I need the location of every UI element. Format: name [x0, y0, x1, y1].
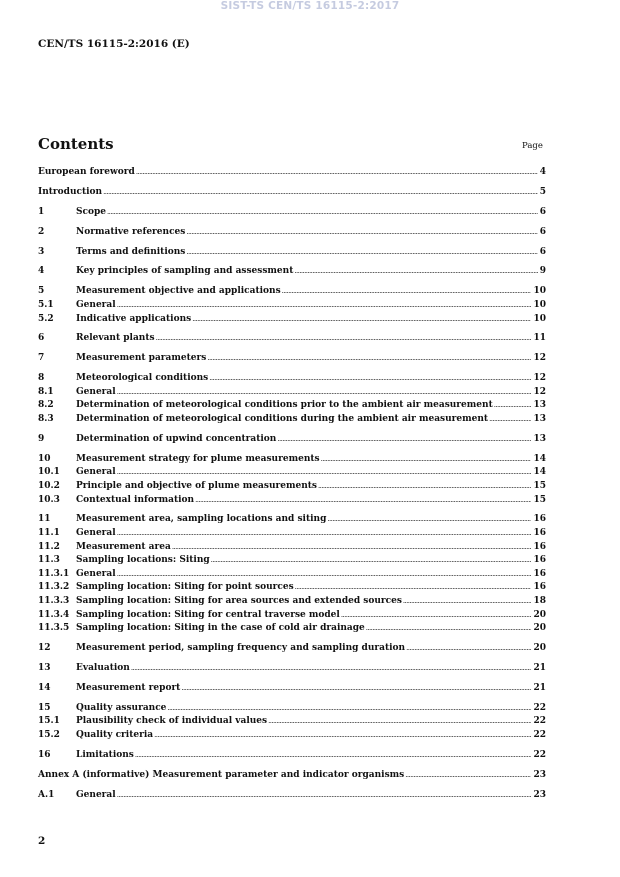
toc-entry-title: Key principles of sampling and assessment — [76, 266, 294, 277]
dot-leader — [167, 702, 531, 716]
toc-entry[interactable] — [38, 642, 546, 656]
toc-entry-number: 12 — [38, 643, 51, 654]
toc-entry-title: Measurement report — [76, 682, 181, 693]
toc-entry-number: 4 — [38, 266, 45, 277]
dot-leader — [282, 285, 532, 299]
dot-leader — [207, 352, 531, 366]
toc-entry-title: Measurement objective and applications — [76, 286, 281, 297]
toc-entry[interactable] — [38, 466, 546, 480]
toc-entry[interactable] — [38, 313, 546, 327]
dot-leader — [131, 662, 532, 676]
dot-leader — [195, 494, 531, 508]
toc-entry-number: 11.3.4 — [38, 609, 70, 620]
toc-entry[interactable] — [38, 386, 546, 400]
toc-entry[interactable] — [38, 622, 546, 636]
dot-leader — [209, 372, 531, 386]
dot-leader — [405, 769, 531, 783]
toc-entry-page: 10 — [533, 286, 546, 297]
toc-entry-title: Sampling location: Siting for point sources — [76, 582, 294, 593]
toc-entry-title: Scope — [76, 206, 107, 217]
toc-entry-page: 14 — [533, 467, 546, 478]
toc-entry[interactable] — [38, 682, 546, 696]
dot-leader — [156, 332, 532, 346]
toc-entry-page: 11 — [533, 333, 546, 344]
toc-entry-title: Annex A (informative) Measurement parameter and indicator organisms — [38, 769, 405, 780]
toc-entry-number: 5 — [38, 286, 45, 297]
toc-entry-title: Meteorological conditions — [76, 373, 209, 384]
toc-entry[interactable] — [38, 769, 546, 783]
toc-entry[interactable] — [38, 480, 546, 494]
toc-entry-page: 22 — [533, 729, 546, 740]
toc-entry-number: 10.3 — [38, 494, 60, 505]
toc-entry[interactable] — [38, 372, 546, 386]
toc-entry-page: 16 — [533, 541, 546, 552]
toc-entry-title: Measurement parameters — [76, 353, 207, 364]
dot-leader — [489, 413, 531, 427]
watermark: SIST-TS CEN/TS 16115-2:2017 — [220, 0, 400, 12]
dot-leader — [186, 246, 537, 260]
toc-entry-title: Terms and definitions — [76, 246, 186, 257]
toc-entry[interactable] — [38, 554, 546, 568]
toc-entry-page: 10 — [533, 299, 546, 310]
toc-entry-title: Limitations — [76, 749, 134, 760]
toc-entry-number: 5.1 — [38, 299, 54, 310]
toc-entry-page: 4 — [539, 167, 546, 177]
toc-entry[interactable] — [38, 413, 546, 427]
toc-entry-page: 16 — [533, 528, 546, 539]
dot-leader — [154, 729, 531, 743]
toc-entry-page: 9 — [539, 266, 546, 277]
dot-leader — [403, 595, 532, 609]
toc-entry[interactable] — [38, 285, 546, 299]
toc-entry-title: General — [76, 789, 116, 800]
toc-entry-number: 10 — [38, 453, 51, 464]
dot-leader — [318, 480, 531, 494]
toc-entry-number: 10.2 — [38, 480, 60, 491]
toc-entry-page: 6 — [539, 246, 546, 257]
toc-entry[interactable] — [38, 494, 546, 508]
toc-entry-title: General — [76, 386, 116, 397]
toc-entry-title: Contextual information — [76, 494, 195, 505]
dot-leader — [117, 568, 532, 582]
toc-entry[interactable] — [38, 568, 546, 582]
toc-entry[interactable] — [38, 399, 546, 413]
page-column-label: Page — [522, 141, 543, 151]
dot-leader — [181, 682, 531, 696]
toc-entry[interactable] — [38, 186, 546, 200]
toc-entry-number: A.1 — [38, 789, 55, 800]
toc-entry-title: Sampling location: Siting in the case of cold air drainage — [76, 623, 365, 634]
toc-entry-number: 8.1 — [38, 386, 54, 397]
toc-entry-title: Introduction — [38, 186, 103, 197]
toc-entry-title: General — [76, 528, 116, 539]
document-id: CEN/TS 16115-2:2016 (E) — [38, 38, 190, 50]
toc-entry-page: 20 — [533, 643, 546, 654]
toc-entry[interactable] — [38, 513, 546, 527]
toc-entry-number: 11.2 — [38, 541, 60, 552]
toc-entry-title: Determination of meteorological conditions prior to the ambient air measurement — [76, 400, 493, 411]
toc-entry[interactable] — [38, 332, 546, 346]
toc-entry-title: General — [76, 299, 116, 310]
toc-entry-page: 12 — [533, 373, 546, 384]
toc-entry[interactable] — [38, 789, 546, 803]
toc-entry-page: 23 — [533, 789, 546, 800]
toc-entry-number: 11.1 — [38, 528, 60, 539]
toc-entry[interactable] — [38, 527, 546, 541]
toc-entry-page: 12 — [533, 353, 546, 364]
toc-entry-page: 16 — [533, 514, 546, 525]
dot-leader — [103, 186, 538, 200]
dot-leader — [321, 453, 532, 467]
toc-entry-title: Plausibility check of individual values — [76, 716, 268, 727]
toc-entry-page: 23 — [533, 769, 546, 780]
page-number: 2 — [38, 835, 46, 847]
dot-leader — [135, 749, 532, 763]
toc-entry-number: 7 — [38, 353, 45, 364]
toc-entry-title: Measurement area — [76, 541, 171, 552]
toc-entry-title: Indicative applications — [76, 313, 192, 324]
toc-entry-number: 13 — [38, 662, 51, 673]
dot-leader — [117, 789, 532, 803]
toc-entry-number: 9 — [38, 433, 45, 444]
toc-entry-page: 10 — [533, 313, 546, 324]
dot-leader — [406, 642, 531, 656]
toc-entry[interactable] — [38, 265, 546, 279]
toc-entry[interactable] — [38, 246, 546, 260]
toc-entry[interactable] — [38, 352, 546, 366]
dot-leader — [268, 715, 531, 729]
toc-entry-title: General — [76, 467, 116, 478]
toc-entry[interactable] — [38, 662, 546, 676]
toc-entry-page: 22 — [533, 749, 546, 760]
toc-entry-page: 22 — [533, 716, 546, 727]
toc-entry[interactable] — [38, 453, 546, 467]
toc-entry-number: 2 — [38, 226, 45, 237]
toc-entry-page: 21 — [533, 662, 546, 673]
toc-entry-number: 1 — [38, 206, 45, 217]
toc-entry-page: 12 — [533, 386, 546, 397]
toc-entry-number: 10.1 — [38, 467, 60, 478]
contents-heading: Contents — [38, 135, 114, 153]
dot-leader — [277, 433, 531, 447]
toc-entry-page: 20 — [533, 623, 546, 634]
toc-entry-title: Determination of upwind concentration — [76, 433, 277, 444]
dot-leader — [117, 527, 532, 541]
dot-leader — [494, 399, 532, 413]
toc-entry-page: 13 — [533, 400, 546, 411]
toc-entry-title: General — [76, 568, 116, 579]
toc-entry-number: 5.2 — [38, 313, 54, 324]
dot-leader — [117, 386, 532, 400]
toc-entry-page: 20 — [533, 609, 546, 620]
toc-entry-number: 11.3.3 — [38, 596, 70, 606]
toc-entry-title: Determination of meteorological conditions during the ambient air measurement — [76, 413, 489, 424]
toc-entry[interactable] — [38, 581, 546, 595]
toc-entry-title: Quality assurance — [76, 702, 167, 713]
toc-entry-number: 15 — [38, 702, 51, 713]
toc-entry[interactable] — [38, 206, 546, 220]
toc-entry-number: 11.3.1 — [38, 568, 70, 579]
toc-entry-page: 13 — [533, 413, 546, 424]
dot-leader — [186, 226, 537, 240]
toc-entry-title: Sampling location: Siting for central traverse model — [76, 609, 340, 620]
toc-entry-title: Sampling location: Siting for area sources and extended sources — [76, 596, 402, 606]
dot-leader — [117, 299, 532, 313]
toc-entry-number: 6 — [38, 333, 45, 344]
toc-entry-page: 6 — [539, 226, 546, 237]
toc-entry-number: 16 — [38, 749, 51, 760]
dot-leader — [211, 554, 532, 568]
table-of-contents — [38, 166, 546, 802]
toc-entry-title: Measurement area, sampling locations and siting — [76, 514, 327, 525]
toc-entry-page: 16 — [533, 568, 546, 579]
toc-entry-page: 5 — [539, 186, 546, 197]
toc-entry-number: 14 — [38, 682, 51, 693]
toc-entry-page: 14 — [533, 453, 546, 464]
toc-entry-page: 18 — [533, 596, 546, 606]
toc-entry[interactable] — [38, 433, 546, 447]
toc-entry[interactable] — [38, 226, 546, 240]
dot-leader — [136, 166, 538, 180]
dot-leader — [295, 581, 532, 595]
dot-leader — [172, 541, 532, 555]
dot-leader — [366, 622, 532, 636]
toc-entry-number: 11.3.2 — [38, 582, 70, 593]
toc-entry-title: Evaluation — [76, 662, 130, 673]
toc-entry-title: Relevant plants — [76, 333, 155, 344]
toc-entry-title: European foreword — [38, 167, 135, 177]
toc-entry-number: 11 — [38, 514, 51, 525]
toc-entry[interactable] — [38, 702, 546, 716]
toc-entry-number: 15.2 — [38, 729, 60, 740]
toc-entry[interactable] — [38, 715, 546, 729]
dot-leader — [117, 466, 532, 480]
dot-leader — [192, 313, 531, 327]
toc-entry-page: 22 — [533, 702, 546, 713]
toc-entry[interactable] — [38, 541, 546, 555]
toc-entry[interactable] — [38, 609, 546, 623]
toc-entry-page: 15 — [533, 494, 546, 505]
toc-entry-page: 13 — [533, 433, 546, 444]
toc-entry-number: 8.2 — [38, 400, 54, 411]
toc-entry-title: Principle and objective of plume measurements — [76, 480, 317, 491]
toc-entry-title: Measurement strategy for plume measurements — [76, 453, 320, 464]
toc-entry[interactable] — [38, 749, 546, 763]
toc-entry[interactable] — [38, 299, 546, 313]
toc-entry[interactable] — [38, 729, 546, 743]
toc-entry-title: Sampling locations: Siting — [76, 555, 210, 566]
toc-entry-page: 15 — [533, 480, 546, 491]
toc-entry-page: 16 — [533, 555, 546, 566]
dot-leader — [294, 265, 537, 279]
dot-leader — [327, 513, 531, 527]
toc-entry[interactable] — [38, 595, 546, 609]
dot-leader — [107, 206, 538, 220]
dot-leader — [341, 609, 532, 623]
toc-entry-page: 16 — [533, 582, 546, 593]
toc-entry-number: 11.3 — [38, 555, 60, 566]
toc-entry-number: 15.1 — [38, 716, 60, 727]
toc-entry-number: 3 — [38, 246, 45, 257]
toc-entry[interactable] — [38, 166, 546, 180]
toc-entry-title: Normative references — [76, 226, 186, 237]
toc-entry-number: 8 — [38, 373, 45, 384]
toc-entry-title: Quality criteria — [76, 729, 154, 740]
toc-entry-number: 8.3 — [38, 413, 54, 424]
toc-entry-page: 6 — [539, 206, 546, 217]
toc-entry-title: Measurement period, sampling frequency and sampling duration — [76, 643, 406, 654]
toc-entry-page: 21 — [533, 682, 546, 693]
toc-entry-number: 11.3.5 — [38, 623, 70, 634]
